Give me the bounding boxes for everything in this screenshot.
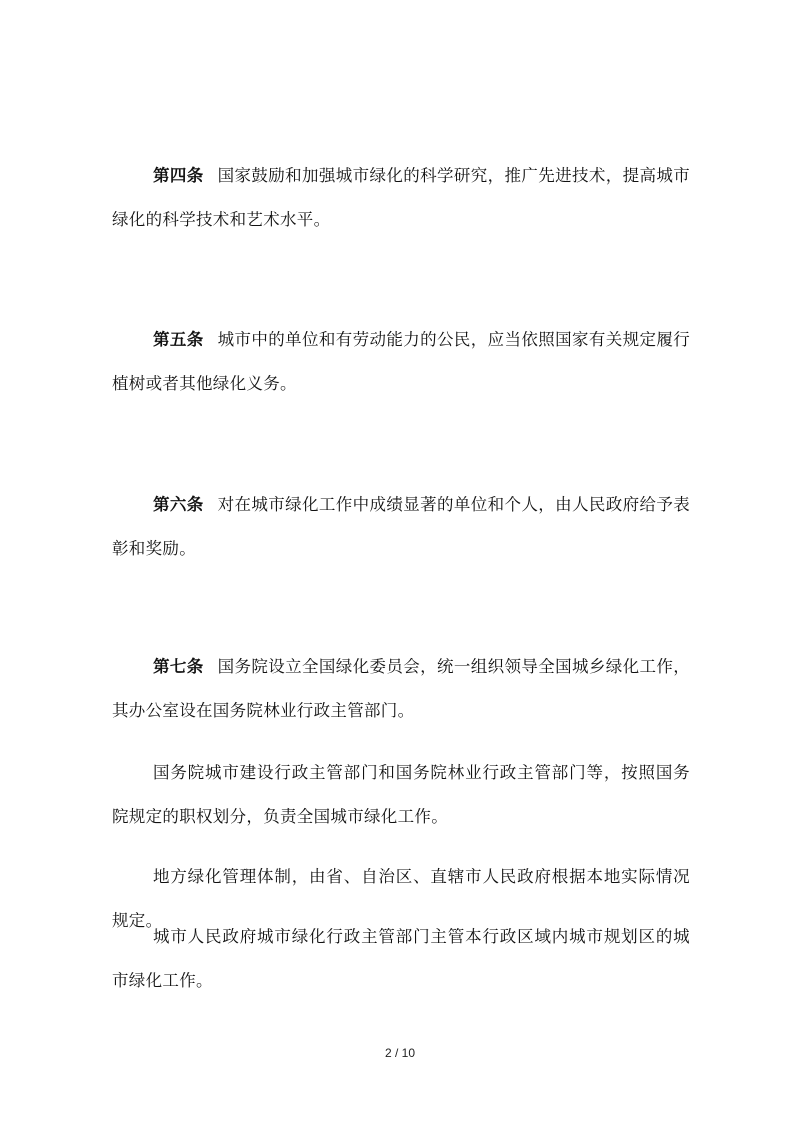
article-7-paragraph-2 xyxy=(112,751,690,839)
article-label: 第五条 xyxy=(153,330,204,349)
article-label: 第四条 xyxy=(153,166,204,185)
article-6 xyxy=(112,483,690,571)
paragraph-text: 国务院城市建设行政主管部门和国务院林业行政主管部门等，按照国务院规定的职权划分，负责全国城市绿化工作。 xyxy=(112,763,690,826)
article-label: 第七条 xyxy=(153,657,204,676)
article-text: 城市中的单位和有劳动能力的公民，应当依照国家有关规定履行植树或者其他绿化义务。 xyxy=(112,330,690,393)
article-7-paragraph-4 xyxy=(112,915,690,1003)
article-4 xyxy=(112,154,690,242)
article-5 xyxy=(112,318,690,406)
article-7 xyxy=(112,645,690,733)
paragraph-text: 城市人民政府城市绿化行政主管部门主管本行政区域内城市规划区的城市绿化工作。 xyxy=(112,927,690,990)
page-number: 2 / 10 xyxy=(384,1046,416,1060)
article-text: 国家鼓励和加强城市绿化的科学研究，推广先进技术，提高城市绿化的科学技术和艺术水平。 xyxy=(112,166,690,229)
paragraph-text: 地方绿化管理体制，由省、自治区、直辖市人民政府根据本地实际情况规定。 xyxy=(112,867,690,930)
article-text: 国务院设立全国绿化委员会，统一组织领导全国城乡绿化工作，其办公室设在国务院林业行政主管部门。 xyxy=(112,657,690,720)
article-label: 第六条 xyxy=(153,495,204,514)
article-text: 对在城市绿化工作中成绩显著的单位和个人，由人民政府给予表彰和奖励。 xyxy=(112,495,690,558)
